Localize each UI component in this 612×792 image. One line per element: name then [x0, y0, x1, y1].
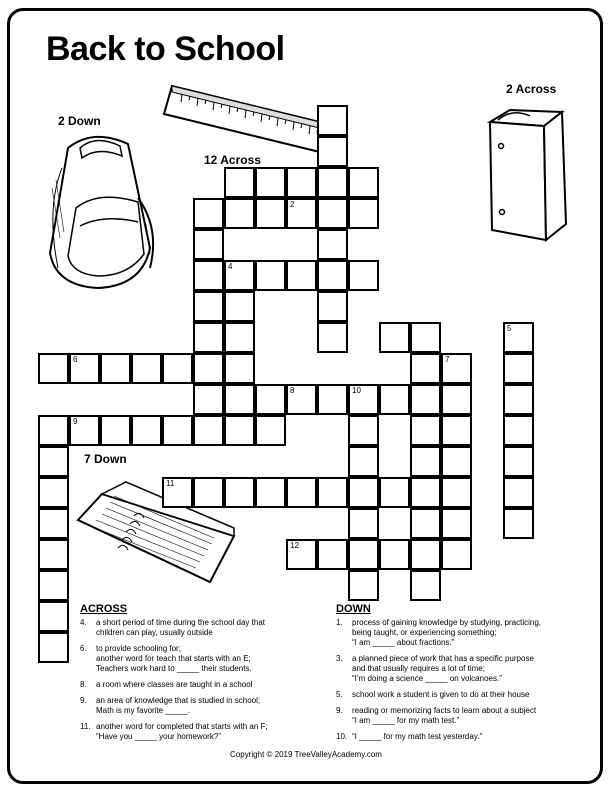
down-clues: [336, 604, 584, 748]
clue-item-text: Math is my favorite _____.: [96, 706, 190, 715]
crossword-cell[interactable]: [503, 508, 534, 539]
crossword-cell[interactable]: [162, 477, 193, 508]
crossword-cell[interactable]: [410, 508, 441, 539]
crossword-cell[interactable]: [286, 384, 317, 415]
crossword-cell[interactable]: [503, 446, 534, 477]
clue-item-text: Teachers work hard to _____ their students.: [96, 664, 252, 673]
crossword-cell[interactable]: [193, 229, 224, 260]
clue-item-text: “I’m doing a science _____ on volcanoes.”: [352, 674, 502, 683]
crossword-cell[interactable]: [379, 322, 410, 353]
crossword-cell[interactable]: [441, 384, 472, 415]
crossword-cell[interactable]: [224, 477, 255, 508]
crossword-cell[interactable]: [224, 384, 255, 415]
clue-item-number: 9.: [336, 706, 343, 715]
clue-item-text: to provide schooling for;: [96, 644, 181, 653]
crossword-cell[interactable]: [379, 384, 410, 415]
crossword-cell[interactable]: [69, 353, 100, 384]
crossword-cell[interactable]: [193, 322, 224, 353]
crossword-cell[interactable]: [410, 446, 441, 477]
clue-item-text: school work a student is given to do at their house: [352, 690, 530, 699]
clue-item-number: 4.: [80, 618, 87, 627]
crossword-cell[interactable]: [317, 198, 348, 229]
crossword-cell[interactable]: [224, 353, 255, 384]
clue-item-text: reading or memorizing facts to learn about a subject: [352, 706, 537, 715]
crossword-cell[interactable]: [410, 415, 441, 446]
clue-item: [336, 706, 584, 726]
clue-number: 4: [228, 262, 233, 271]
across-heading: ACROSS: [80, 603, 128, 615]
crossword-cell[interactable]: [441, 415, 472, 446]
crossword-cell[interactable]: [441, 539, 472, 570]
crossword-cell[interactable]: [410, 322, 441, 353]
crossword-cell[interactable]: [38, 446, 69, 477]
clue-item-number: 10.: [336, 732, 348, 741]
crossword-cell[interactable]: [38, 570, 69, 601]
crossword-cell[interactable]: [503, 353, 534, 384]
clue-item: [336, 618, 584, 648]
crossword-cell[interactable]: [69, 415, 100, 446]
crossword-cell[interactable]: [410, 384, 441, 415]
crossword-cell[interactable]: [348, 260, 379, 291]
crossword-cell[interactable]: [286, 167, 317, 198]
crossword-cell[interactable]: [379, 477, 410, 508]
crossword-cell[interactable]: [441, 446, 472, 477]
crossword-cell[interactable]: [255, 260, 286, 291]
clue-item-text: an area of knowledge that is studied in school;: [96, 696, 261, 705]
crossword-cell[interactable]: [441, 508, 472, 539]
clue-item-number: 5.: [336, 690, 343, 699]
crossword-cell[interactable]: [348, 508, 379, 539]
crossword-cell[interactable]: [286, 260, 317, 291]
crossword-cell[interactable]: [317, 167, 348, 198]
crossword-cell[interactable]: [38, 415, 69, 446]
crossword-cell[interactable]: [348, 446, 379, 477]
crossword-cell[interactable]: [224, 260, 255, 291]
crossword-cell[interactable]: [193, 415, 224, 446]
crossword-cell[interactable]: [348, 167, 379, 198]
clue-item: [80, 680, 320, 690]
crossword-cell[interactable]: [100, 353, 131, 384]
crossword-cell[interactable]: [131, 353, 162, 384]
clue-item-text: “Have you _____ your homework?”: [96, 732, 221, 741]
crossword-cell[interactable]: [441, 353, 472, 384]
crossword-cell[interactable]: [286, 539, 317, 570]
clue-item-text: being taught, or experiencing something;: [352, 628, 497, 637]
crossword-cell[interactable]: [503, 384, 534, 415]
crossword-cell[interactable]: [193, 260, 224, 291]
clue-item-text: “I am _____ for my math test.”: [352, 716, 460, 725]
clue-item-text: “I _____ for my math test yesterday.”: [352, 732, 483, 741]
clue-item: [80, 618, 320, 638]
crossword-cell[interactable]: [193, 291, 224, 322]
crossword-cell[interactable]: [348, 477, 379, 508]
copyright-text: Copyright © 2019 TreeValleyAcademy.com: [230, 750, 382, 759]
clue-item: [80, 696, 320, 716]
crossword-cell[interactable]: [38, 632, 69, 663]
crossword-cell[interactable]: [317, 291, 348, 322]
crossword-cell[interactable]: [379, 539, 410, 570]
crossword-cell[interactable]: [317, 136, 348, 167]
crossword-cell[interactable]: [503, 322, 534, 353]
crossword-cell[interactable]: [38, 353, 69, 384]
crossword-cell[interactable]: [317, 539, 348, 570]
crossword-cell[interactable]: [162, 353, 193, 384]
clue-number: 11: [166, 479, 175, 488]
clue-number: 2: [290, 200, 295, 209]
down-heading: DOWN: [336, 603, 371, 615]
crossword-cell[interactable]: [503, 415, 534, 446]
crossword-cell[interactable]: [255, 477, 286, 508]
crossword-cell[interactable]: [224, 322, 255, 353]
across-clues: [80, 604, 320, 748]
clue-number: 10: [352, 386, 361, 395]
crossword-cell[interactable]: [193, 384, 224, 415]
crossword-cell[interactable]: [348, 384, 379, 415]
crossword-cell[interactable]: [317, 322, 348, 353]
clue-number: 5: [507, 324, 512, 333]
clue-item-number: 6.: [80, 644, 87, 653]
crossword-cell[interactable]: [348, 415, 379, 446]
crossword-cell[interactable]: [224, 167, 255, 198]
clue-number: 8: [290, 386, 295, 395]
crossword-cell[interactable]: [224, 198, 255, 229]
clue-item-text: another word for completed that starts with an F;: [96, 722, 268, 731]
crossword-cell[interactable]: [410, 570, 441, 601]
clue-number: 9: [73, 417, 78, 426]
clue-number: 7: [445, 355, 450, 364]
label-12-across: 12 Across: [204, 153, 261, 167]
crossword-cell[interactable]: [503, 477, 534, 508]
crossword-cell[interactable]: [286, 198, 317, 229]
crossword-cell[interactable]: [348, 198, 379, 229]
clue-item-number: 8.: [80, 680, 87, 689]
crossword-cell[interactable]: [224, 291, 255, 322]
label-2-across: 2 Across: [506, 82, 557, 96]
clue-item-text: children can play, usually outside: [96, 628, 213, 637]
clue-item: [80, 722, 320, 742]
crossword-cell[interactable]: [38, 508, 69, 539]
crossword-cell[interactable]: [255, 198, 286, 229]
crossword-cell[interactable]: [131, 415, 162, 446]
crossword-cell[interactable]: [100, 415, 131, 446]
clue-item-text: and that usually requires a lot of time;: [352, 664, 485, 673]
crossword-cell[interactable]: [317, 477, 348, 508]
clue-item-text: “I am _____ about fractions.”: [352, 638, 455, 647]
clue-item: [80, 644, 320, 674]
crossword-cell[interactable]: [255, 384, 286, 415]
clue-number: 6: [73, 355, 78, 364]
crossword-cell[interactable]: [193, 477, 224, 508]
crossword-cell[interactable]: [410, 353, 441, 384]
crossword-cell[interactable]: [348, 539, 379, 570]
clue-item-text: a planned piece of work that has a specific purpose: [352, 654, 534, 663]
crossword-cell[interactable]: [193, 198, 224, 229]
clue-item-text: another word for teach that starts with an E;: [96, 654, 251, 663]
crossword-cell[interactable]: [286, 477, 317, 508]
crossword-cell[interactable]: [255, 167, 286, 198]
crossword-cell[interactable]: [38, 539, 69, 570]
clue-item-text: process of gaining knowledge by studying, practicing,: [352, 618, 541, 627]
clue-item: [336, 690, 584, 700]
clue-item-number: 3.: [336, 654, 343, 663]
crossword-cell[interactable]: [38, 601, 69, 632]
label-7-down: 7 Down: [84, 452, 127, 466]
crossword-cell[interactable]: [317, 260, 348, 291]
page-title: Back to School: [46, 30, 285, 68]
crossword-cell[interactable]: [193, 353, 224, 384]
crossword-cell[interactable]: [317, 229, 348, 260]
clue-item-number: 1.: [336, 618, 343, 627]
crossword-cell[interactable]: [441, 477, 472, 508]
clue-item-text: a short period of time during the school day that: [96, 618, 265, 627]
clue-item-number: 11.: [80, 722, 91, 731]
crossword-cell[interactable]: [224, 415, 255, 446]
clue-item-text: a room where classes are taught in a school: [96, 680, 253, 689]
crossword-cell[interactable]: [317, 105, 348, 136]
crossword-cell[interactable]: [38, 477, 69, 508]
clue-item-number: 9.: [80, 696, 87, 705]
clue-item: [336, 654, 584, 684]
crossword-cell[interactable]: [317, 384, 348, 415]
crossword-cell[interactable]: [410, 539, 441, 570]
clue-item: [336, 732, 584, 742]
crossword-cell[interactable]: [255, 415, 286, 446]
label-2-down: 2 Down: [58, 114, 101, 128]
clue-number: 12: [290, 541, 299, 550]
crossword-cell[interactable]: [162, 415, 193, 446]
crossword-cell[interactable]: [348, 570, 379, 601]
crossword-cell[interactable]: [410, 477, 441, 508]
